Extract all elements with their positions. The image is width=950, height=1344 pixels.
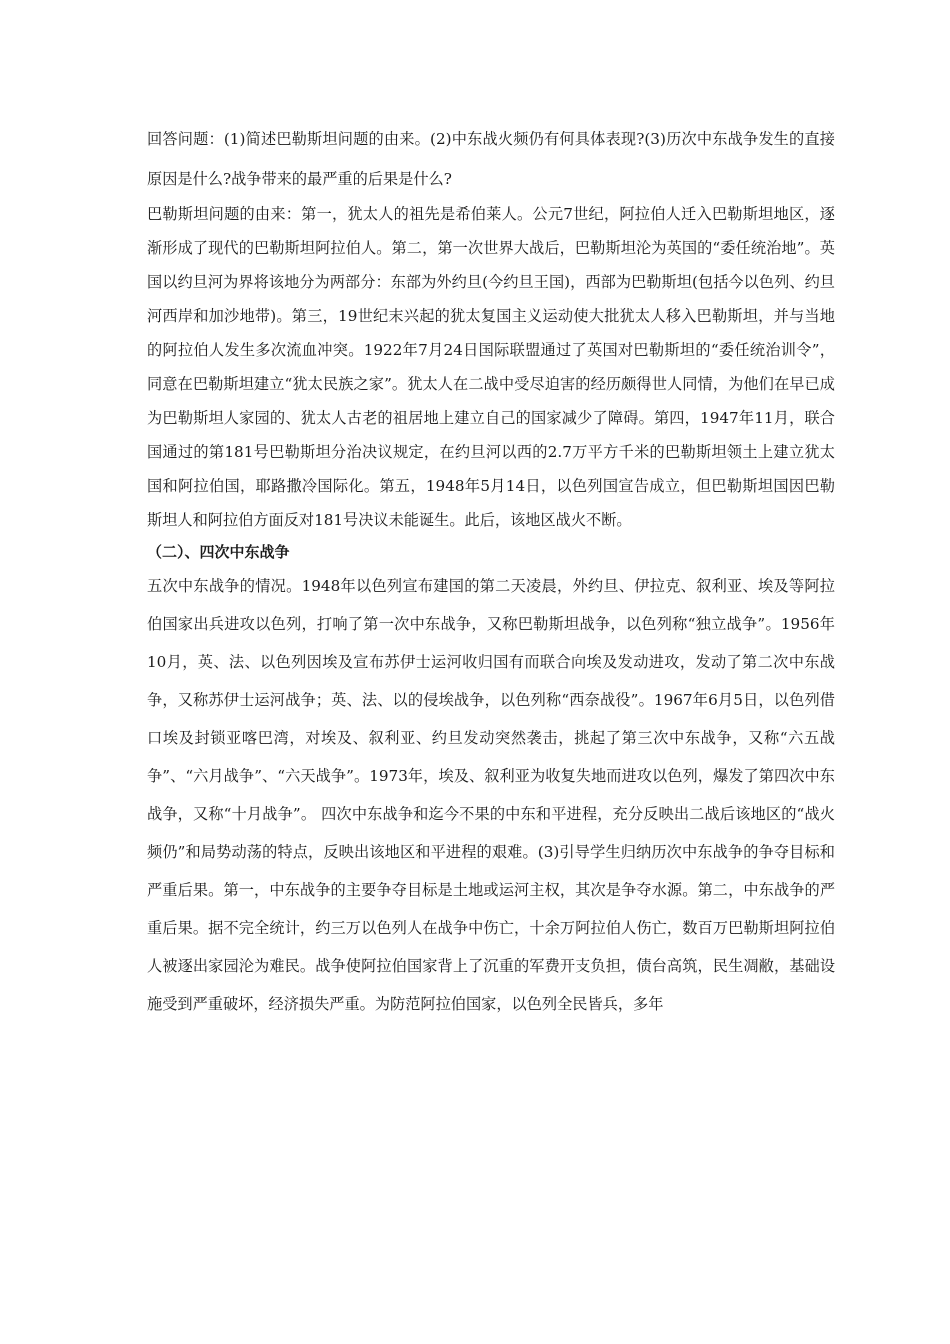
origin-paragraph: 巴勒斯坦问题的由来：第一，犹太人的祖先是希伯莱人。公元7世纪，阿拉伯人迁入巴勒斯坦地区，逐渐形成了现代的巴勒斯坦阿拉伯人。第二，第一次世界大战后，巴勒斯坦沦为英国的“委任统治地”。英国以约旦河为界将该地分为两部分：东部为外约旦(今约旦王国)，西部为巴勒斯坦(包括今以色列、约旦河西岸和加沙地带)。第三，19世纪末兴起的犹太复国主义运动使大批犹太人移入巴勒斯坦，并与当地的阿拉伯人发生多次流血冲突。1922年7月24日国际联盟通过了英国对巴勒斯坦的“委任统治训令”，同意在巴勒斯坦建立“犹太民族之家”。犹太人在二战中受尽迫害的经历颇得世人同情，为他们在早已成为巴勒斯坦人家园的、犹太人古老的祖居地上建立自己的国家减少了障碍。第四，1947年11月，联合国通过的第181号巴勒斯坦分治决议规定，在约旦河以西的2.7万平方千米的巴勒斯坦领土上建立犹太国和阿拉伯国，耶路撒冷国际化。第五，1948年5月14日，以色列国宣告成立，但巴勒斯坦国因巴勒斯坦人和阿拉伯方面反对181号决议未能诞生。此后，该地区战火不断。 bbox=[147, 205, 835, 529]
document-body bbox=[147, 119, 835, 1023]
section-heading: （二）、四次中东战争 bbox=[147, 543, 290, 561]
wars-paragraph: 五次中东战争的情况。1948年以色列宣布建国的第二天凌晨，外约旦、伊拉克、叙利亚、埃及等阿拉伯国家出兵进攻以色列，打响了第一次中东战争，又称巴勒斯坦战争，以色列称“独立战争”。1956年10月，英、法、以色列因埃及宣布苏伊士运河收归国有而联合向埃及发动进攻，发动了第二次中东战争，又称苏伊士运河战争；英、法、以的侵埃战争，以色列称“西奈战役”。1967年6月5日，以色列借口埃及封锁亚喀巴湾，对埃及、叙利亚、约旦发动突然袭击，挑起了第三次中东战争，又称“六五战争”、“六月战争”、“六天战争”。1973年，埃及、叙利亚为收复失地而进攻以色列，爆发了第四次中东战争，又称“十月战争”。 四次中东战争和迄今不果的中东和平进程，充分反映出二战后该地区的“战火频仍”和局势动荡的特点，反映出该地区和平进程的艰难。(3)引导学生归纳历次中东战争的争夺目标和严重后果。第一，中东战争的主要争夺目标是土地或运河主权，其次是争夺水源。第二，中东战争的严重后果。据不完全统计，约三万以色列人在战争中伤亡，十余万阿拉伯人伤亡，数百万巴勒斯坦阿拉伯人被逐出家园沦为难民。战争使阿拉伯国家背上了沉重的军费开支负担，债台高筑，民生凋敝，基础设施受到严重破坏，经济损失严重。为防范阿拉伯国家，以色列全民皆兵，多年 bbox=[147, 577, 835, 1013]
question-paragraph: 回答问题：(1)简述巴勒斯坦问题的由来。(2)中东战火频仍有何具体表现?(3)历次中东战争发生的直接原因是什么?战争带来的最严重的后果是什么? bbox=[147, 130, 835, 188]
